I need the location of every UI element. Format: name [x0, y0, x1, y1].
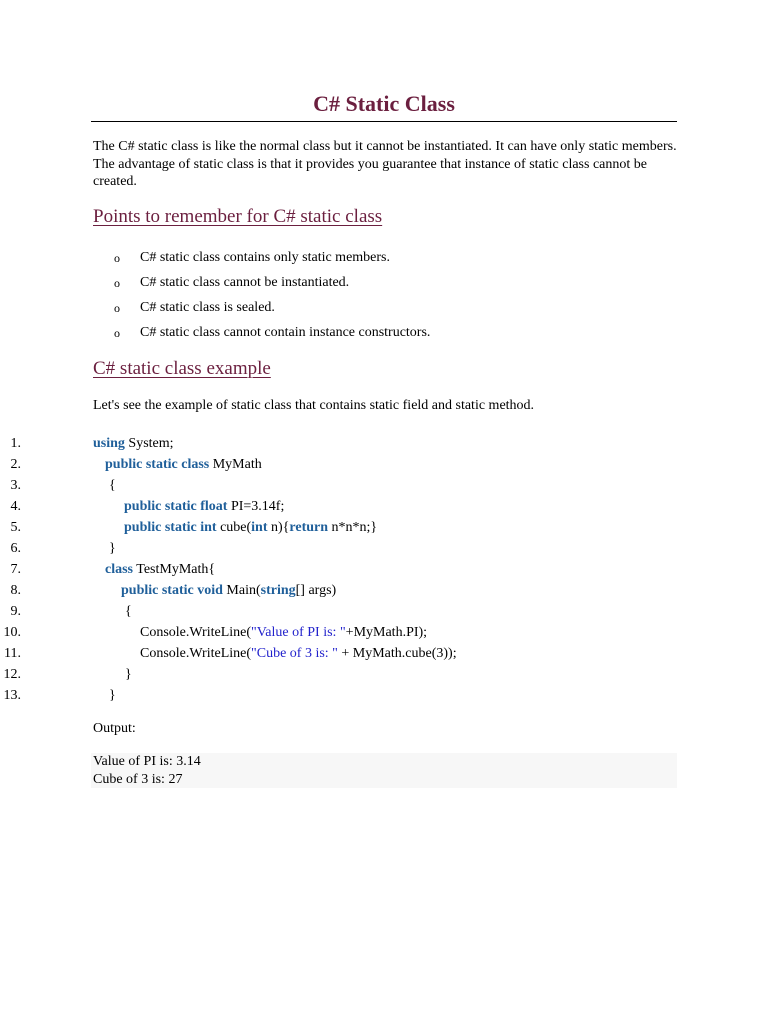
title-divider: [91, 121, 677, 122]
code-text: [140, 622, 427, 643]
bullet-marker: o: [114, 251, 120, 265]
code-text: [109, 538, 116, 559]
code-text: [140, 643, 457, 664]
code-keyword: public static float: [124, 499, 228, 514]
code-line: [0, 622, 700, 643]
code-text: [105, 454, 262, 475]
code-token: n*n*n;}: [328, 520, 378, 535]
code-text: [109, 475, 116, 496]
code-line: [0, 559, 700, 580]
bullet-marker: o: [114, 326, 120, 340]
output-line: Cube of 3 is: 27: [93, 771, 183, 787]
code-token: +MyMath.PI);: [345, 625, 428, 640]
line-number: 7.: [10, 562, 21, 577]
line-number: 8.: [10, 583, 21, 598]
code-keyword: string: [260, 583, 296, 598]
code-line: [0, 664, 700, 685]
line-number: 2.: [10, 457, 21, 472]
output-line: Value of PI is: 3.14: [93, 754, 201, 769]
code-line: [0, 601, 700, 622]
list-item-text: C# static class contains only static members.: [140, 250, 391, 265]
code-line: [0, 580, 700, 601]
code-token: {: [125, 604, 132, 619]
code-keyword: int: [251, 520, 268, 535]
code-text: [125, 601, 132, 622]
list-item-text: C# static class cannot be instantiated.: [140, 275, 350, 290]
code-text: [124, 496, 284, 517]
code-token: PI=3.14f;: [227, 499, 285, 514]
code-line: [0, 517, 700, 538]
code-keyword: class: [105, 562, 133, 577]
code-string: "Value of PI is: ": [251, 625, 346, 640]
line-number: 10.: [3, 625, 21, 640]
line-number: 4.: [10, 499, 21, 514]
bullet-marker: o: [114, 301, 120, 315]
example-lead-text: Let's see the example of static class that contains static field and static method.: [93, 398, 535, 413]
line-number: 3.: [10, 478, 21, 493]
code-line: [0, 454, 700, 475]
code-token: MyMath: [209, 457, 262, 472]
code-line: [0, 538, 700, 559]
line-number: 13.: [3, 688, 21, 703]
code-string: "Cube of 3 is: ": [251, 646, 338, 661]
code-token: }: [125, 667, 132, 682]
line-number: 11.: [4, 646, 21, 661]
code-token: }: [109, 688, 116, 703]
line-number: 9.: [10, 604, 21, 619]
code-text: [124, 517, 377, 538]
code-line: [0, 433, 700, 454]
code-text: [105, 559, 215, 580]
section-heading-points: Points to remember for C# static class: [93, 206, 383, 227]
code-token: [] args): [295, 583, 337, 598]
code-token: System;: [124, 436, 174, 451]
intro-paragraph: The C# static class is like the normal class but it cannot be instantiated. It can have only static members. The advantage of static class is that it provides you guarantee that instance of static class cannot be created.: [93, 139, 677, 189]
code-keyword: return: [289, 520, 329, 535]
code-keyword: using: [93, 436, 125, 451]
code-token: Main(: [222, 583, 261, 598]
code-keyword: public static void: [121, 583, 223, 598]
code-keyword: public static int: [124, 520, 217, 535]
bullet-marker: o: [114, 276, 120, 290]
code-token: + MyMath.cube(3));: [337, 646, 457, 661]
code-token: Console.WriteLine(: [140, 625, 252, 640]
list-item-text: C# static class cannot contain instance constructors.: [140, 325, 431, 340]
output-block: [91, 753, 677, 788]
code-keyword: public static class: [105, 457, 210, 472]
code-token: cube(: [216, 520, 252, 535]
code-line: [0, 643, 700, 664]
section-heading-example: C# static class example: [93, 358, 271, 379]
line-number: 6.: [10, 541, 21, 556]
line-number: 1.: [10, 436, 21, 451]
code-text: [109, 685, 116, 706]
code-text: [125, 664, 132, 685]
code-line: [0, 475, 700, 496]
code-line: [0, 685, 700, 706]
code-text: [121, 580, 336, 601]
line-number: 5.: [10, 520, 21, 535]
code-token: {: [109, 478, 116, 493]
output-label: Output:: [93, 721, 136, 736]
page-title: C# Static Class: [313, 91, 455, 116]
code-token: n){: [267, 520, 290, 535]
list-item-text: C# static class is sealed.: [140, 300, 275, 315]
code-line: [0, 496, 700, 517]
line-number: 12.: [3, 667, 21, 682]
code-text: [93, 433, 174, 454]
code-token: }: [109, 541, 116, 556]
code-token: TestMyMath{: [133, 562, 216, 577]
code-token: Console.WriteLine(: [140, 646, 252, 661]
